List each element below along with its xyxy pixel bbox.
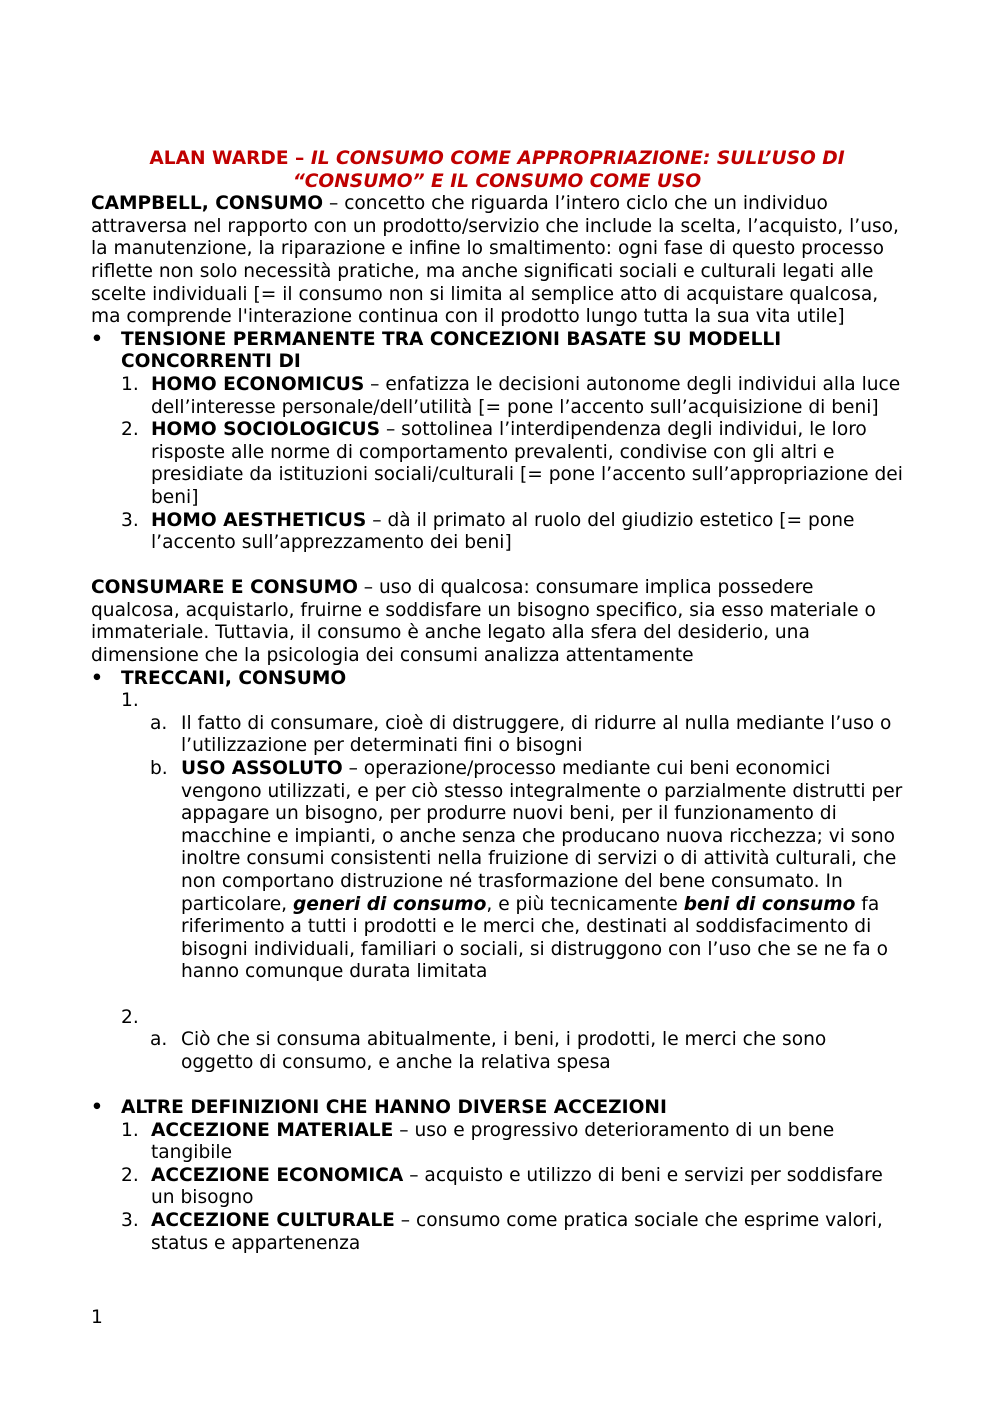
item-letter: a. <box>150 712 168 734</box>
altre-bullet <box>91 1097 903 1120</box>
page-number: 1 <box>91 1307 103 1328</box>
tension-item-2 <box>91 419 903 509</box>
item-text: – operazione/processo mediante cui beni economici vengono utilizzati, e per ciò stesso integralmente o parzialmente distrutti per appagare un bisogno, per produrre nuovi beni, per il funzionamento di macchine e impianti, o anche senza che producano nuova ricchezza; vi sono inoltre consumi consistenti nella fruizione di servizi o di attività culturali, che non comportano distruzione né trasformazione del bene consumato. In particolare, <box>181 758 903 915</box>
item-number: 1. <box>121 1119 139 1141</box>
item-text: – consumo come pratica sociale che esprime valori, status e appartenenza <box>151 1209 883 1254</box>
campbell-text: – concetto che riguarda l’intero ciclo che un individuo attraversa nel rapporto con un prodotto/servizio che include la scelta, l’acquisto, l’uso, la manutenzione, la riparazione e infine lo smaltimento: ogni fase di questo processo riflette non solo necessità pratiche, ma anche significati sociali e culturali legati alle scelte individuali [= il consumo non si limita al semplice atto di acquistare qualcosa, ma comprende l'interazione continua con il prodotto lungo tutta la sua vita utile] <box>91 193 899 328</box>
treccani-bullet <box>91 668 903 691</box>
tension-item-1 <box>91 374 903 419</box>
document-title <box>91 148 903 193</box>
item-number: 2. <box>121 1006 139 1028</box>
treccani-item-1 <box>91 690 903 713</box>
item-number: 2. <box>121 419 139 441</box>
item-term: ACCEZIONE MATERIALE <box>151 1119 394 1141</box>
item-text: – sottolinea l’interdipendenza degli individui, le loro risposte alle norme di comportamento prevalenti, condivise con gli altri e presidiate da istituzioni sociali/culturali [= pone l’accento sull’appropriazione dei beni] <box>151 419 903 508</box>
emphasis-beni: beni di consumo <box>683 893 856 915</box>
altre-item-3 <box>91 1210 903 1255</box>
item-number: 1. <box>121 690 139 712</box>
consumare-term: CONSUMARE E CONSUMO <box>91 577 358 599</box>
title-line1: IL CONSUMO COME APPROPRIAZIONE: SULL’USO DI <box>310 148 845 169</box>
altre-item-1 <box>91 1120 903 1165</box>
item-text: fa riferimento a tutti i prodotti e le merci che, destinati al soddisfacimento di bisogni individuali, familiari o sociali, si distruggono con l’uso che se ne fa o hanno comunque durata limitata <box>181 893 888 983</box>
emphasis-generi: generi di consumo <box>292 893 487 915</box>
item-text: – uso e progressivo deterioramento di un bene tangibile <box>151 1119 835 1164</box>
item-letter: b. <box>150 758 168 780</box>
campbell-term: CAMPBELL, CONSUMO <box>91 193 324 215</box>
item-term: ACCEZIONE CULTURALE <box>151 1209 395 1231</box>
item-term: HOMO SOCIOLOGICUS <box>151 419 381 441</box>
consumare-text: – uso di qualcosa: consumare implica possedere qualcosa, acquistarlo, fruirne e soddisfare un bisogno specifico, sia esso materiale o immateriale. Tuttavia, il consumo è anche legato alla sfera del desiderio, una dimensione che la psicologia dei consumi analizza attentamente <box>91 577 876 667</box>
item-text: – dà il primato al ruolo del giudizio estetico [= pone l’accento sull’apprezzamento dei beni] <box>151 509 855 554</box>
item-text: – enfatizza le decisioni autonome degli individui alla luce dell’interesse personale/dell’utilità [= pone l’accento sull’acquisizione di beni] <box>151 373 901 418</box>
document-page <box>91 148 903 1255</box>
treccani-item-1b <box>91 758 903 984</box>
item-text: Ciò che si consuma abitualmente, i beni, i prodotti, le merci che sono oggetto di consumo, e anche la relativa spesa <box>181 1029 827 1073</box>
item-term: HOMO ECONOMICUS <box>151 373 365 395</box>
item-number: 3. <box>121 509 139 531</box>
treccani-heading: TRECCANI, CONSUMO <box>121 667 347 689</box>
item-text: – acquisto e utilizzo di beni e servizi per soddisfare un bisogno <box>151 1164 883 1209</box>
consumare-paragraph <box>91 577 903 667</box>
item-text: , e più tecnicamente <box>486 893 684 915</box>
item-number: 3. <box>121 1209 139 1231</box>
item-number: 1. <box>121 373 139 395</box>
item-number: 2. <box>121 1164 139 1186</box>
title-line2: “CONSUMO” E IL CONSUMO COME USO <box>292 170 702 192</box>
altre-item-2 <box>91 1165 903 1210</box>
item-term: ACCEZIONE ECONOMICA <box>151 1164 404 1186</box>
item-term: HOMO AESTHETICUS <box>151 509 367 531</box>
item-letter: a. <box>150 1029 168 1051</box>
treccani-item-2 <box>91 1007 903 1030</box>
title-author: ALAN WARDE <box>149 148 289 169</box>
treccani-item-2a <box>91 1029 903 1074</box>
altre-heading: ALTRE DEFINIZIONI CHE HANNO DIVERSE ACCEZIONI <box>121 1096 667 1118</box>
treccani-item-1a <box>91 713 903 758</box>
title-dash: – <box>288 148 311 169</box>
campbell-paragraph <box>91 193 903 329</box>
item-term: USO ASSOLUTO <box>181 758 343 780</box>
tension-heading: TENSIONE PERMANENTE TRA CONCEZIONI BASATE SU MODELLI CONCORRENTI DI <box>121 328 782 373</box>
item-text: Il fatto di consumare, cioè di distruggere, di ridurre al nulla mediante l’uso o l’utilizzazione per determinati fini o bisogni <box>181 712 892 757</box>
tension-item-3 <box>91 510 903 555</box>
tension-bullet <box>91 329 903 374</box>
